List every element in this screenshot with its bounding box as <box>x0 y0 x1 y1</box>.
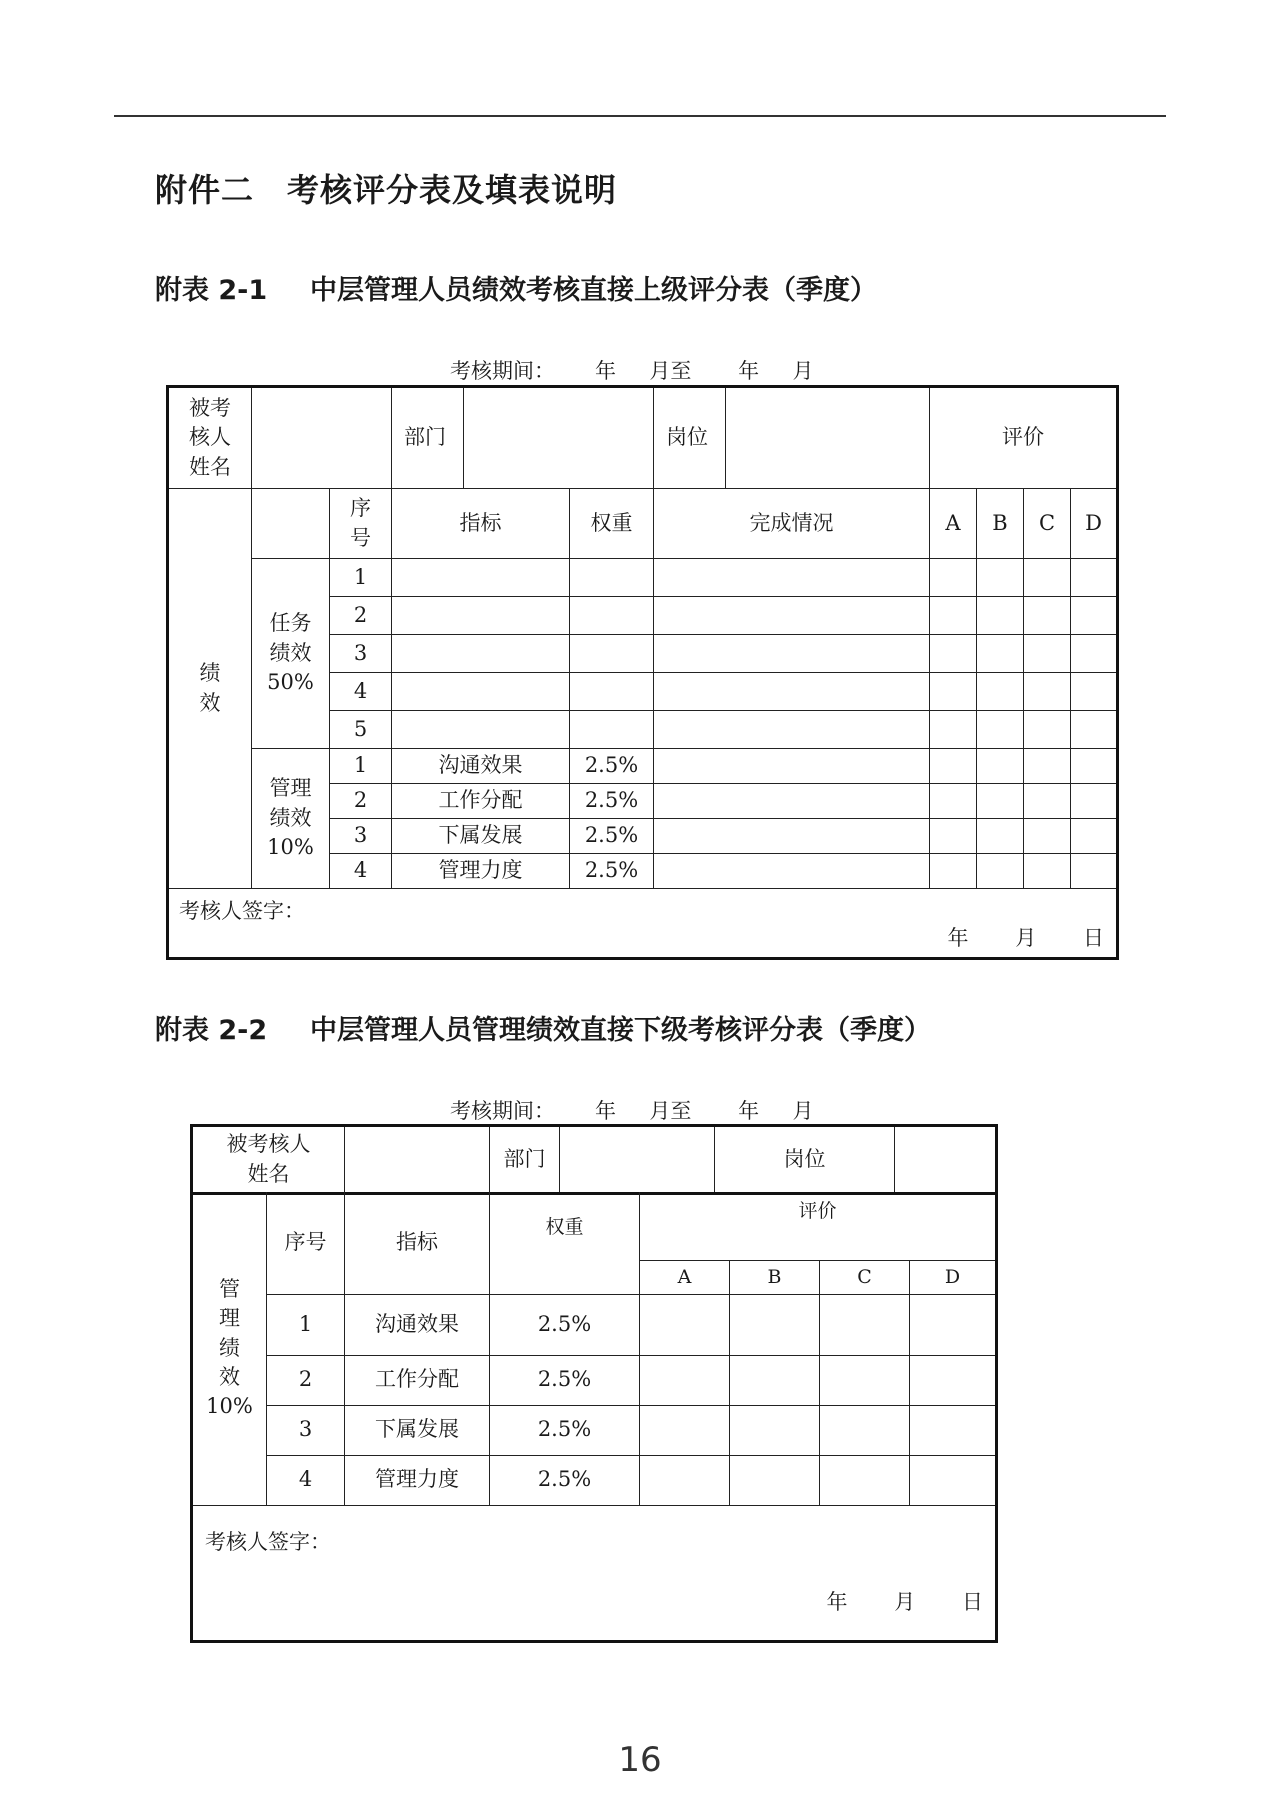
table1-task-completion[interactable] <box>654 711 930 749</box>
table1-grade-d-header: D <box>1071 489 1118 559</box>
table2-row-grade-a[interactable] <box>640 1455 730 1505</box>
table2-row-grade-a[interactable] <box>640 1355 730 1405</box>
table2-number: 附表 2-2 <box>155 1015 268 1046</box>
table2-row-indicator: 工作分配 <box>345 1355 490 1405</box>
table1-task-grade-c[interactable] <box>1024 635 1071 673</box>
table2-row-indicator: 沟通效果 <box>345 1294 490 1355</box>
table1-task-weight[interactable] <box>570 559 654 597</box>
table2-post-value[interactable] <box>895 1126 997 1194</box>
table1-heading <box>155 268 877 307</box>
table1-mgmt-grade-c[interactable] <box>1024 749 1071 784</box>
table2-row-grade-d[interactable] <box>910 1455 997 1505</box>
table1-name-value[interactable] <box>252 387 392 489</box>
table2-grid <box>190 1192 998 1643</box>
table1-group-header <box>252 489 330 559</box>
table1-task-completion[interactable] <box>654 597 930 635</box>
table2-row-weight: 2.5% <box>490 1455 640 1505</box>
table2-signature[interactable] <box>192 1505 997 1641</box>
table2-row-grade-d[interactable] <box>910 1294 997 1355</box>
table2-row-grade-c[interactable] <box>820 1405 910 1455</box>
table2-dept-label: 部门 <box>490 1126 560 1194</box>
table1-task-seq: 4 <box>330 673 392 711</box>
table2-row-grade-d[interactable] <box>910 1355 997 1405</box>
table2-row-weight: 2.5% <box>490 1294 640 1355</box>
table2-signer-label: 考核人签字： <box>205 1529 331 1554</box>
table1-signature[interactable] <box>168 889 1118 959</box>
table2-row-seq: 3 <box>267 1405 345 1455</box>
table2-row-grade-d[interactable] <box>910 1405 997 1455</box>
table1-mgmt-grade-d[interactable] <box>1071 784 1118 819</box>
table1-task-grade-c[interactable] <box>1024 711 1071 749</box>
table1-task-completion[interactable] <box>654 559 930 597</box>
table1-post-value[interactable] <box>726 387 930 489</box>
table2-row-grade-b[interactable] <box>730 1405 820 1455</box>
table1-task-completion[interactable] <box>654 673 930 711</box>
table1-perf-label: 绩 效 <box>168 489 252 889</box>
page-number: 16 <box>618 1740 662 1780</box>
table1-mgmt-grade-a[interactable] <box>930 819 977 854</box>
table1-task-grade-b[interactable] <box>977 597 1024 635</box>
table2-grade-a-header: A <box>640 1260 730 1294</box>
table1-mgmt-indicator: 沟通效果 <box>392 749 570 784</box>
table2-seq-header: 序号 <box>267 1192 345 1294</box>
table1-form <box>166 385 1119 960</box>
table2-grade-c-header: C <box>820 1260 910 1294</box>
table2-row-grade-a[interactable] <box>640 1405 730 1455</box>
table1-indicator-header: 指标 <box>392 489 570 559</box>
table1-mgmt-grade-b[interactable] <box>977 784 1024 819</box>
table1-task-grade-c[interactable] <box>1024 597 1071 635</box>
table1-mgmt-indicator: 管理力度 <box>392 854 570 889</box>
table1-mgmt-grade-d[interactable] <box>1071 819 1118 854</box>
table2-period: 考核期间： 年 月至 年 月 <box>450 1099 814 1123</box>
table1-mgmt-weight: 2.5% <box>570 749 654 784</box>
table1-task-indicator[interactable] <box>392 673 570 711</box>
table2-grade-b-header: B <box>730 1260 820 1294</box>
table2-title: 中层管理人员管理绩效直接下级考核评分表（季度） <box>310 1015 931 1046</box>
table1-task-grade-a[interactable] <box>930 559 977 597</box>
table1-mgmt-indicator: 下属发展 <box>392 819 570 854</box>
table2-row-grade-a[interactable] <box>640 1294 730 1355</box>
table1-number: 附表 2-1 <box>155 275 268 306</box>
table1-task-grade-d[interactable] <box>1071 559 1118 597</box>
table2-weight-header: 权重 <box>490 1192 640 1294</box>
table1-mgmt-completion[interactable] <box>654 784 930 819</box>
table1-mgmt-completion[interactable] <box>654 854 930 889</box>
table2-post-label: 岗位 <box>715 1126 895 1194</box>
table1-mgmt-seq: 4 <box>330 854 392 889</box>
table1-task-seq: 2 <box>330 597 392 635</box>
table1-task-weight[interactable] <box>570 711 654 749</box>
table1-mgmt-grade-a[interactable] <box>930 784 977 819</box>
table1-grade-c-header: C <box>1024 489 1071 559</box>
table1-mgmt-grade-b[interactable] <box>977 819 1024 854</box>
table1-grade-a-header: A <box>930 489 977 559</box>
table1-task-group: 任务 绩效 50% <box>252 559 330 749</box>
table2-row-grade-c[interactable] <box>820 1355 910 1405</box>
table1-task-grade-a[interactable] <box>930 673 977 711</box>
table1-weight-header: 权重 <box>570 489 654 559</box>
table2-row-weight: 2.5% <box>490 1355 640 1405</box>
table1-mgmt-weight: 2.5% <box>570 854 654 889</box>
table1-mgmt-grade-b[interactable] <box>977 749 1024 784</box>
table2-heading <box>155 1008 931 1047</box>
table2-row-seq: 4 <box>267 1455 345 1505</box>
table1-task-indicator[interactable] <box>392 711 570 749</box>
table2-row-seq: 1 <box>267 1294 345 1355</box>
table2-group-label: 管 理 绩 效 10% <box>192 1192 267 1505</box>
table2-row-grade-c[interactable] <box>820 1294 910 1355</box>
table1-mgmt-grade-a[interactable] <box>930 749 977 784</box>
table1-mgmt-seq: 3 <box>330 819 392 854</box>
table2-dept-value[interactable] <box>560 1126 715 1194</box>
table1-mgmt-completion[interactable] <box>654 819 930 854</box>
table1-mgmt-grade-b[interactable] <box>977 854 1024 889</box>
table1-mgmt-indicator: 工作分配 <box>392 784 570 819</box>
table1-task-weight[interactable] <box>570 673 654 711</box>
table1-mgmt-seq: 1 <box>330 749 392 784</box>
table1-task-grade-d[interactable] <box>1071 711 1118 749</box>
table2-name-label: 被考核人 姓名 <box>192 1126 345 1194</box>
page-heading: 附件二 考核评分表及填表说明 <box>155 171 618 209</box>
table1-task-grade-b[interactable] <box>977 559 1024 597</box>
table2-row-grade-b[interactable] <box>730 1294 820 1355</box>
table2-row-weight: 2.5% <box>490 1405 640 1455</box>
table1-mgmt-grade-d[interactable] <box>1071 854 1118 889</box>
table1-dept-label: 部门 <box>392 387 464 489</box>
table1-task-grade-c[interactable] <box>1024 673 1071 711</box>
table1-mgmt-group: 管理 绩效 10% <box>252 749 330 889</box>
table1-title: 中层管理人员绩效考核直接上级评分表（季度） <box>310 275 877 306</box>
table1-task-seq: 5 <box>330 711 392 749</box>
table1-task-weight[interactable] <box>570 635 654 673</box>
table2-row-grade-b[interactable] <box>730 1455 820 1505</box>
table2-row-indicator: 下属发展 <box>345 1405 490 1455</box>
table2-row-grade-b[interactable] <box>730 1355 820 1405</box>
table1-post-label: 岗位 <box>654 387 726 489</box>
table1-task-grade-d[interactable] <box>1071 635 1118 673</box>
table1-dept-value[interactable] <box>464 387 654 489</box>
table1-task-grade-a[interactable] <box>930 597 977 635</box>
table1-task-grade-d[interactable] <box>1071 673 1118 711</box>
table1-task-grade-c[interactable] <box>1024 559 1071 597</box>
table2-date-label: 年 月 日 <box>826 1590 984 1615</box>
table1-task-indicator[interactable] <box>392 635 570 673</box>
table2-eval-header: 评价 <box>640 1192 997 1260</box>
table1-signer-label: 考核人签字： <box>179 899 305 923</box>
table2-row-indicator: 管理力度 <box>345 1455 490 1505</box>
table1-mgmt-weight: 2.5% <box>570 819 654 854</box>
table1-task-grade-b[interactable] <box>977 711 1024 749</box>
table2-indicator-header: 指标 <box>345 1192 490 1294</box>
table1-mgmt-seq: 2 <box>330 784 392 819</box>
table1-name-label: 被考 核人 姓名 <box>168 387 252 489</box>
table1-task-grade-a[interactable] <box>930 635 977 673</box>
table1-period: 考核期间： 年 月至 年 月 <box>450 359 814 383</box>
table1-task-indicator[interactable] <box>392 559 570 597</box>
table1-mgmt-completion[interactable] <box>654 749 930 784</box>
table1-mgmt-weight: 2.5% <box>570 784 654 819</box>
table2-grade-d-header: D <box>910 1260 997 1294</box>
table1-seq-header: 序 号 <box>330 489 392 559</box>
table1-date-label: 年 月 日 <box>947 925 1104 950</box>
table2-row-grade-c[interactable] <box>820 1455 910 1505</box>
table1-eval-label: 评价 <box>930 387 1118 489</box>
table1-task-grade-d[interactable] <box>1071 597 1118 635</box>
table1-mgmt-grade-c[interactable] <box>1024 854 1071 889</box>
table1-task-indicator[interactable] <box>392 597 570 635</box>
table2-row-seq: 2 <box>267 1355 345 1405</box>
table1-task-completion[interactable] <box>654 635 930 673</box>
table1-task-grade-b[interactable] <box>977 635 1024 673</box>
table1-task-weight[interactable] <box>570 597 654 635</box>
table1-task-grade-a[interactable] <box>930 711 977 749</box>
table1-mgmt-grade-c[interactable] <box>1024 784 1071 819</box>
table2-name-value[interactable] <box>345 1126 490 1194</box>
table1-grade-b-header: B <box>977 489 1024 559</box>
table1-task-seq: 3 <box>330 635 392 673</box>
table1-mgmt-grade-a[interactable] <box>930 854 977 889</box>
table1-task-seq: 1 <box>330 559 392 597</box>
table1-task-grade-b[interactable] <box>977 673 1024 711</box>
table2-form <box>190 1124 998 1195</box>
table1-completion-header: 完成情况 <box>654 489 930 559</box>
table1-mgmt-grade-d[interactable] <box>1071 749 1118 784</box>
header-rule <box>114 115 1166 117</box>
table1-mgmt-grade-c[interactable] <box>1024 819 1071 854</box>
